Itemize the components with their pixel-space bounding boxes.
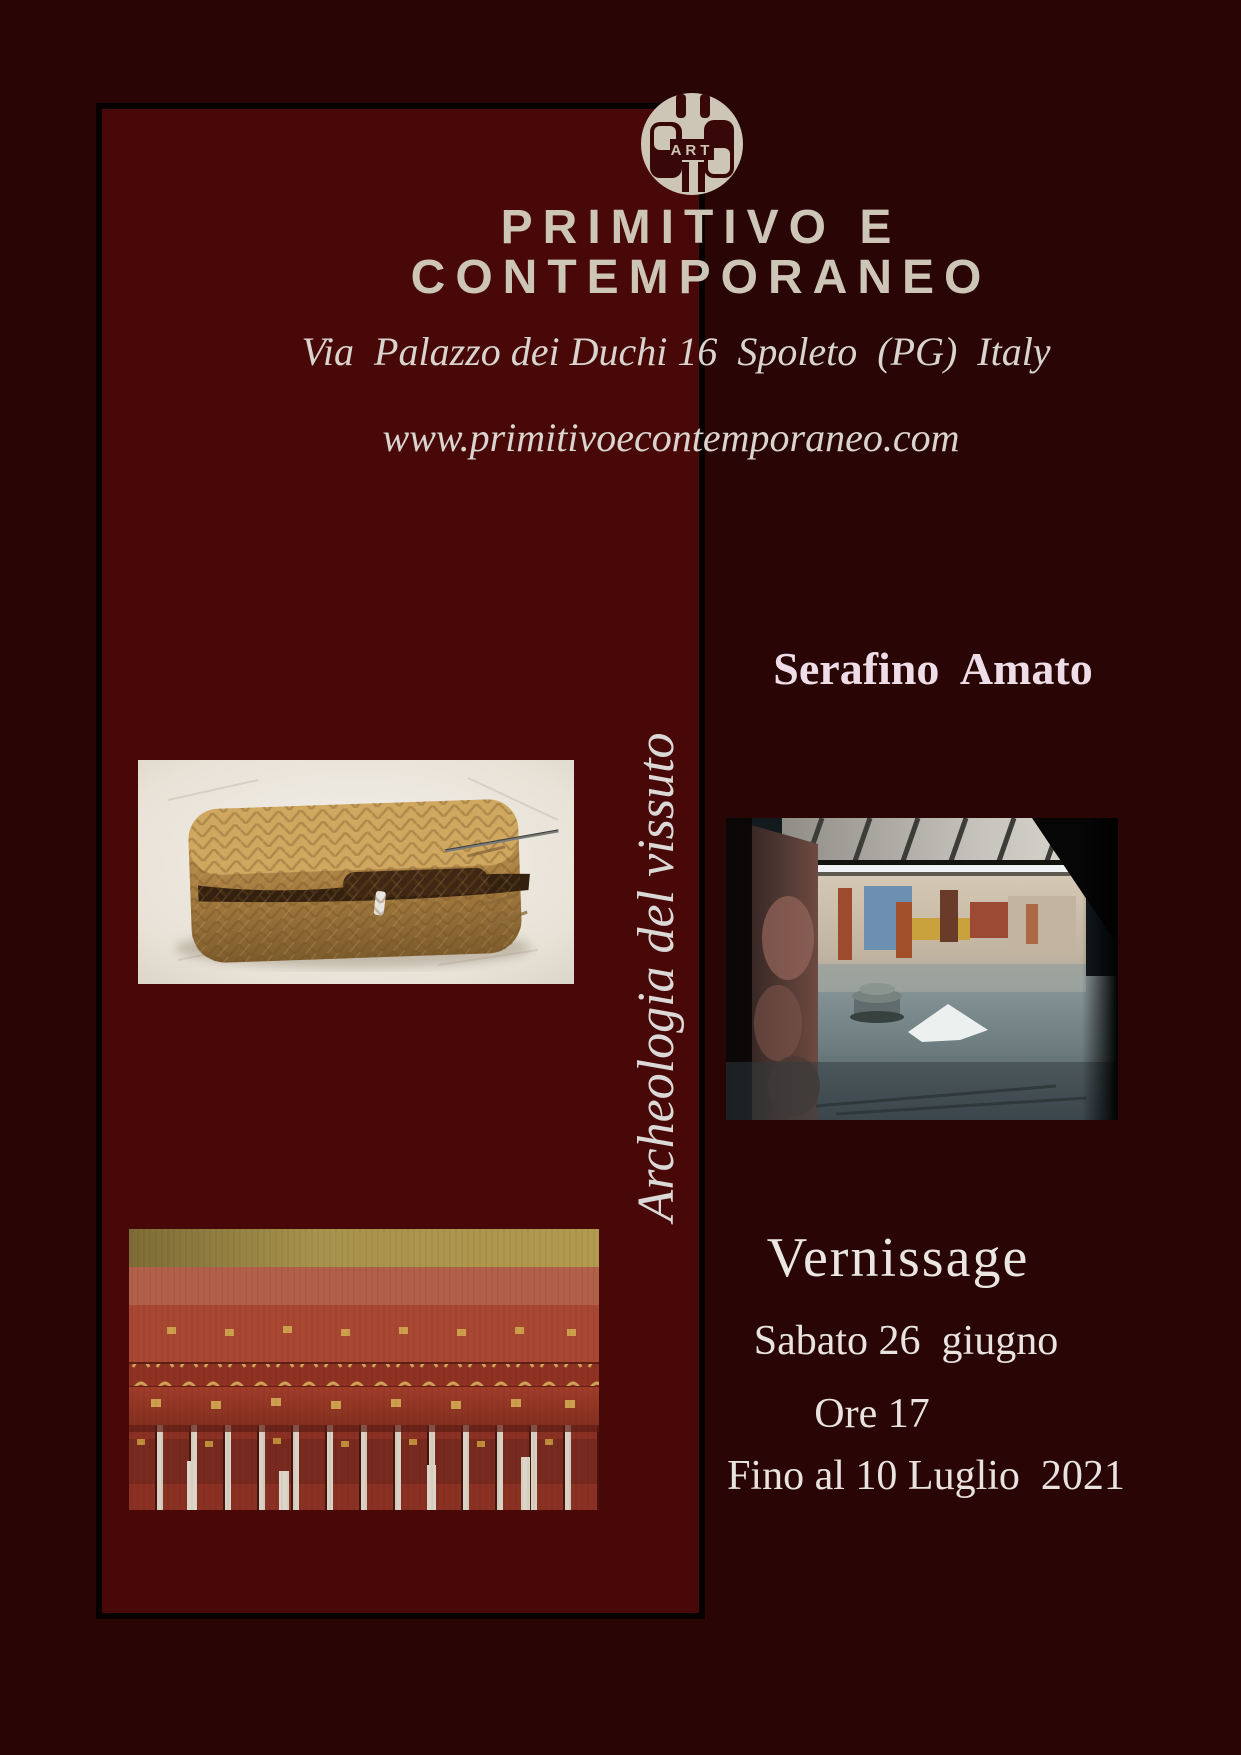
artist-name: Serafino Amato: [773, 643, 1093, 694]
gallery-website: www.primitivoecontemporaneo.com: [382, 415, 960, 460]
gallery-name-line1: PRIMITIVO E: [500, 201, 902, 254]
gallery-name: [351, 203, 1051, 303]
gallery-logo: [640, 92, 744, 196]
red-textile-photo: [129, 1229, 599, 1510]
logo-art-text: ART: [670, 142, 714, 159]
event-time: Ore 17: [814, 1391, 930, 1437]
event-name: Vernissage: [766, 1227, 1030, 1289]
gallery-name-line2: CONTEMPORANEO: [410, 251, 992, 304]
exhibition-title-vertical: Archeologia del vissuto: [628, 732, 685, 1222]
fresco-room-photo: [726, 818, 1118, 1120]
gallery-logo-icon: [640, 92, 744, 196]
red-textile-illustration: [129, 1229, 599, 1510]
gallery-address: Via Palazzo dei Duchi 16 Spoleto (PG) Italy: [301, 329, 1051, 374]
woven-basket-photo: [138, 760, 574, 984]
event-date: Sabato 26 giugno: [753, 1318, 1059, 1364]
fresco-room-illustration: [726, 818, 1118, 1120]
woven-basket-illustration: [138, 760, 574, 984]
event-duration: Fino al 10 Luglio 2021: [727, 1453, 1125, 1499]
